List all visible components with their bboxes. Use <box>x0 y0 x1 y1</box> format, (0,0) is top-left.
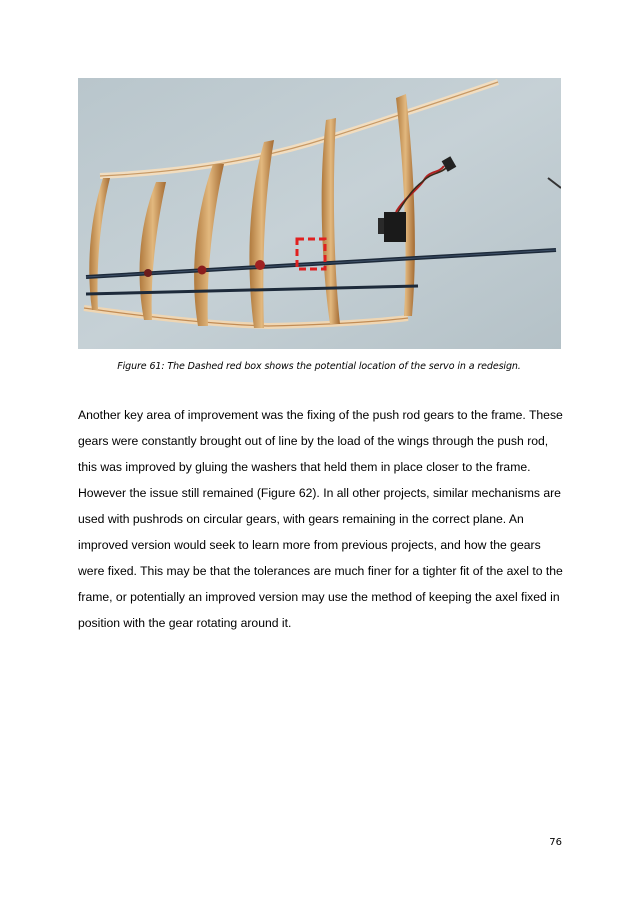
figure-61-image <box>78 78 561 349</box>
body-paragraph: Another key area of improvement was the fixing of the push rod gears to the frame. These gears were constantly brought out of line by the load of the wings through the push rod, this was improved by gluing the washers that held them in place closer to the frame. However the issue still remained (Figure 62). In all other projects, similar mechanisms are used with pushrods on circular gears, with gears remaining in the correct plane. An improved version would seek to learn more from previous projects, and how the gears were fixed. This may be that the tolerances are much finer for a tighter fit of the axel to the frame, or potentially an improved version may use the method of keeping the axel fixed in position with the gear rotating around it. <box>78 408 563 630</box>
wing-frame-photo-icon <box>78 78 561 349</box>
figure-caption: Figure 61: The Dashed red box shows the potential location of the servo in a redesign. <box>117 361 521 372</box>
page-number: 76 <box>549 837 562 848</box>
